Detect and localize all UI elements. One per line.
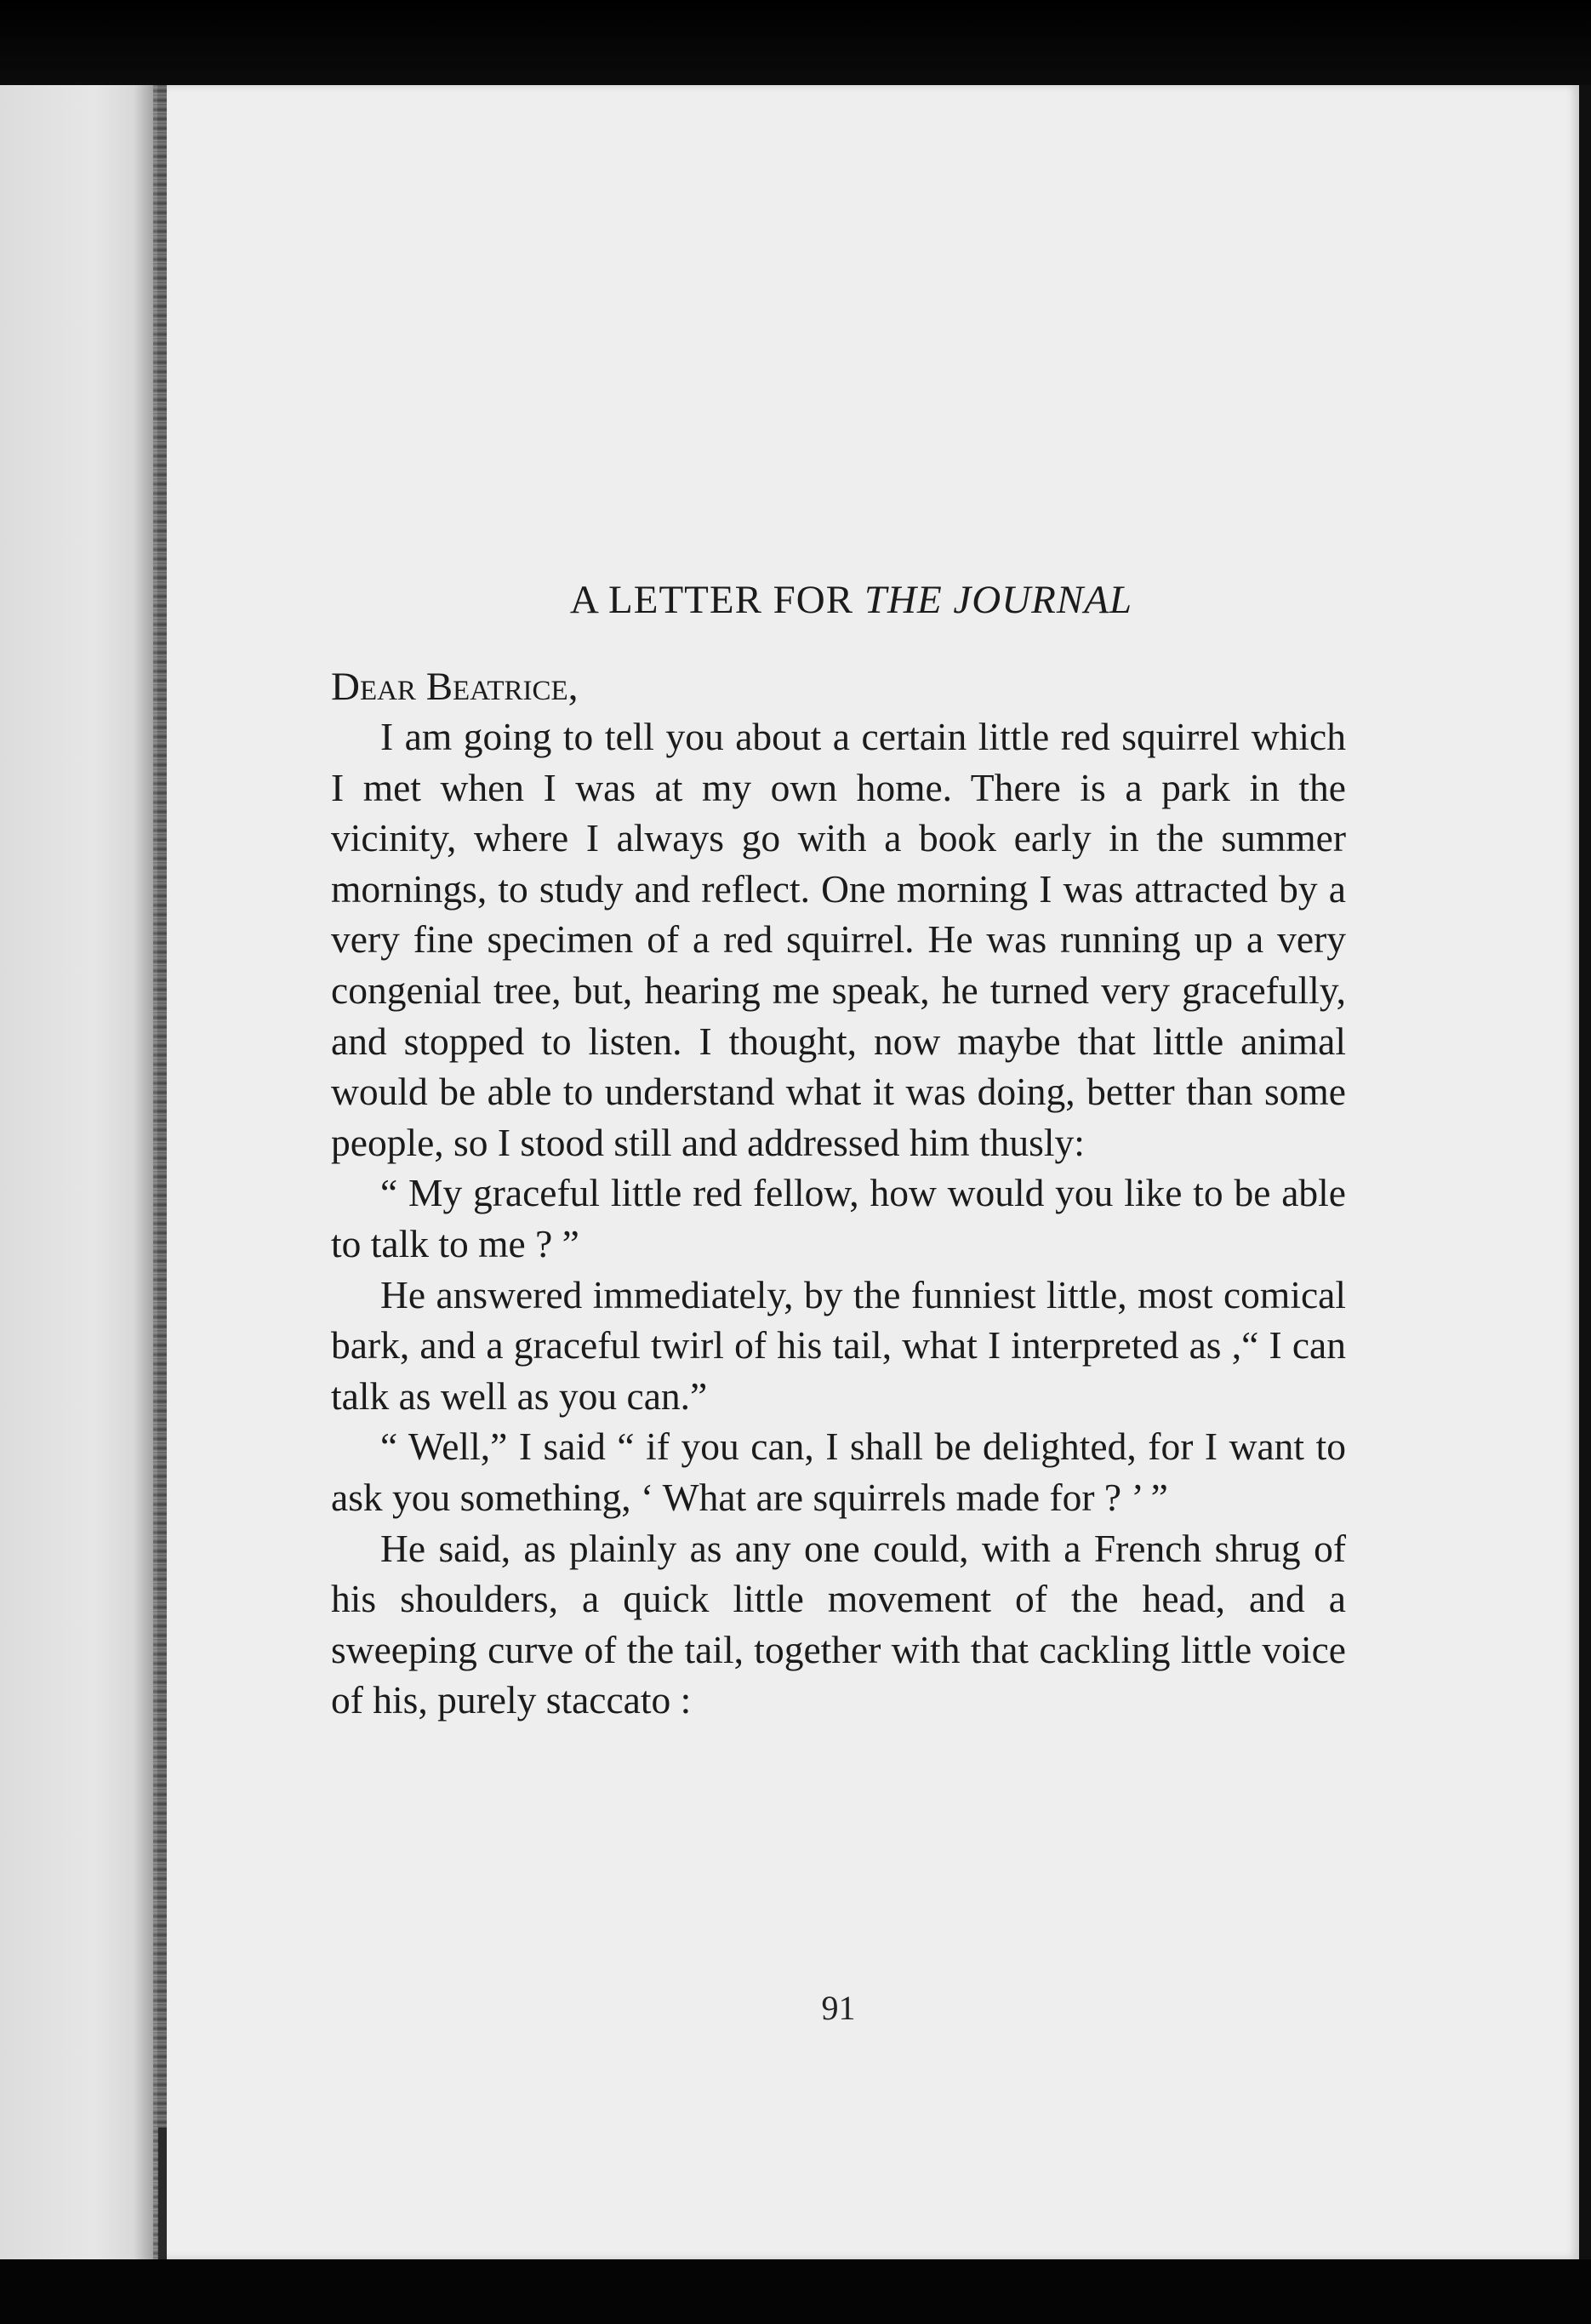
body-paragraph: He answered immediately, by the funniest little, most comical bark, and a graceful twirl of his tail, what I interpreted as ,“ I can talk as well as you can.” — [331, 1272, 1346, 1418]
scan-top-border — [0, 0, 1591, 85]
body-paragraph: I am going to tell you about a certain little red squirrel which I met when I was at my own home. There is a park in the vicinity, where I always go with a book early in the summer mornings, to study and reflect. One morning I was attracted by a very fine specimen of a red squirrel. He was running up a very congenial tree, but, hearing me speak, he turned very gracefully, and stopped to listen. I thought, now maybe that little animal would be able to understand what it was doing, better than some people, so I stood still and addressed him thusly: — [331, 715, 1346, 1164]
body-paragraph: “ Well,” I said “ if you can, I shall be delighted, for I want to ask you something, ‘ What are squirrels made for ? ’ ” — [331, 1425, 1346, 1519]
scan-bottom-border — [0, 2259, 1591, 2324]
book-gutter — [153, 85, 167, 2259]
page-text-block — [331, 570, 1346, 2027]
body-paragraph: “ My graceful little red fellow, how would you like to be able to talk to me ? ” — [331, 1171, 1346, 1265]
letter-salutation: Dear Beatrice, — [331, 665, 579, 709]
left-facing-leaf — [0, 85, 157, 2259]
body-paragraph: He said, as plainly as any one could, with a French shrug of his shoulders, a quick little movement of the head, and a sweeping curve of the tail, together with that cackling little voice of his, purely staccato : — [331, 1526, 1346, 1722]
chapter-title-prefix: A LETTER FOR — [569, 578, 864, 622]
chapter-title — [331, 570, 1346, 630]
chapter-title-italic: THE JOURNAL — [864, 578, 1133, 622]
page-number: 91 — [821, 1989, 856, 2027]
